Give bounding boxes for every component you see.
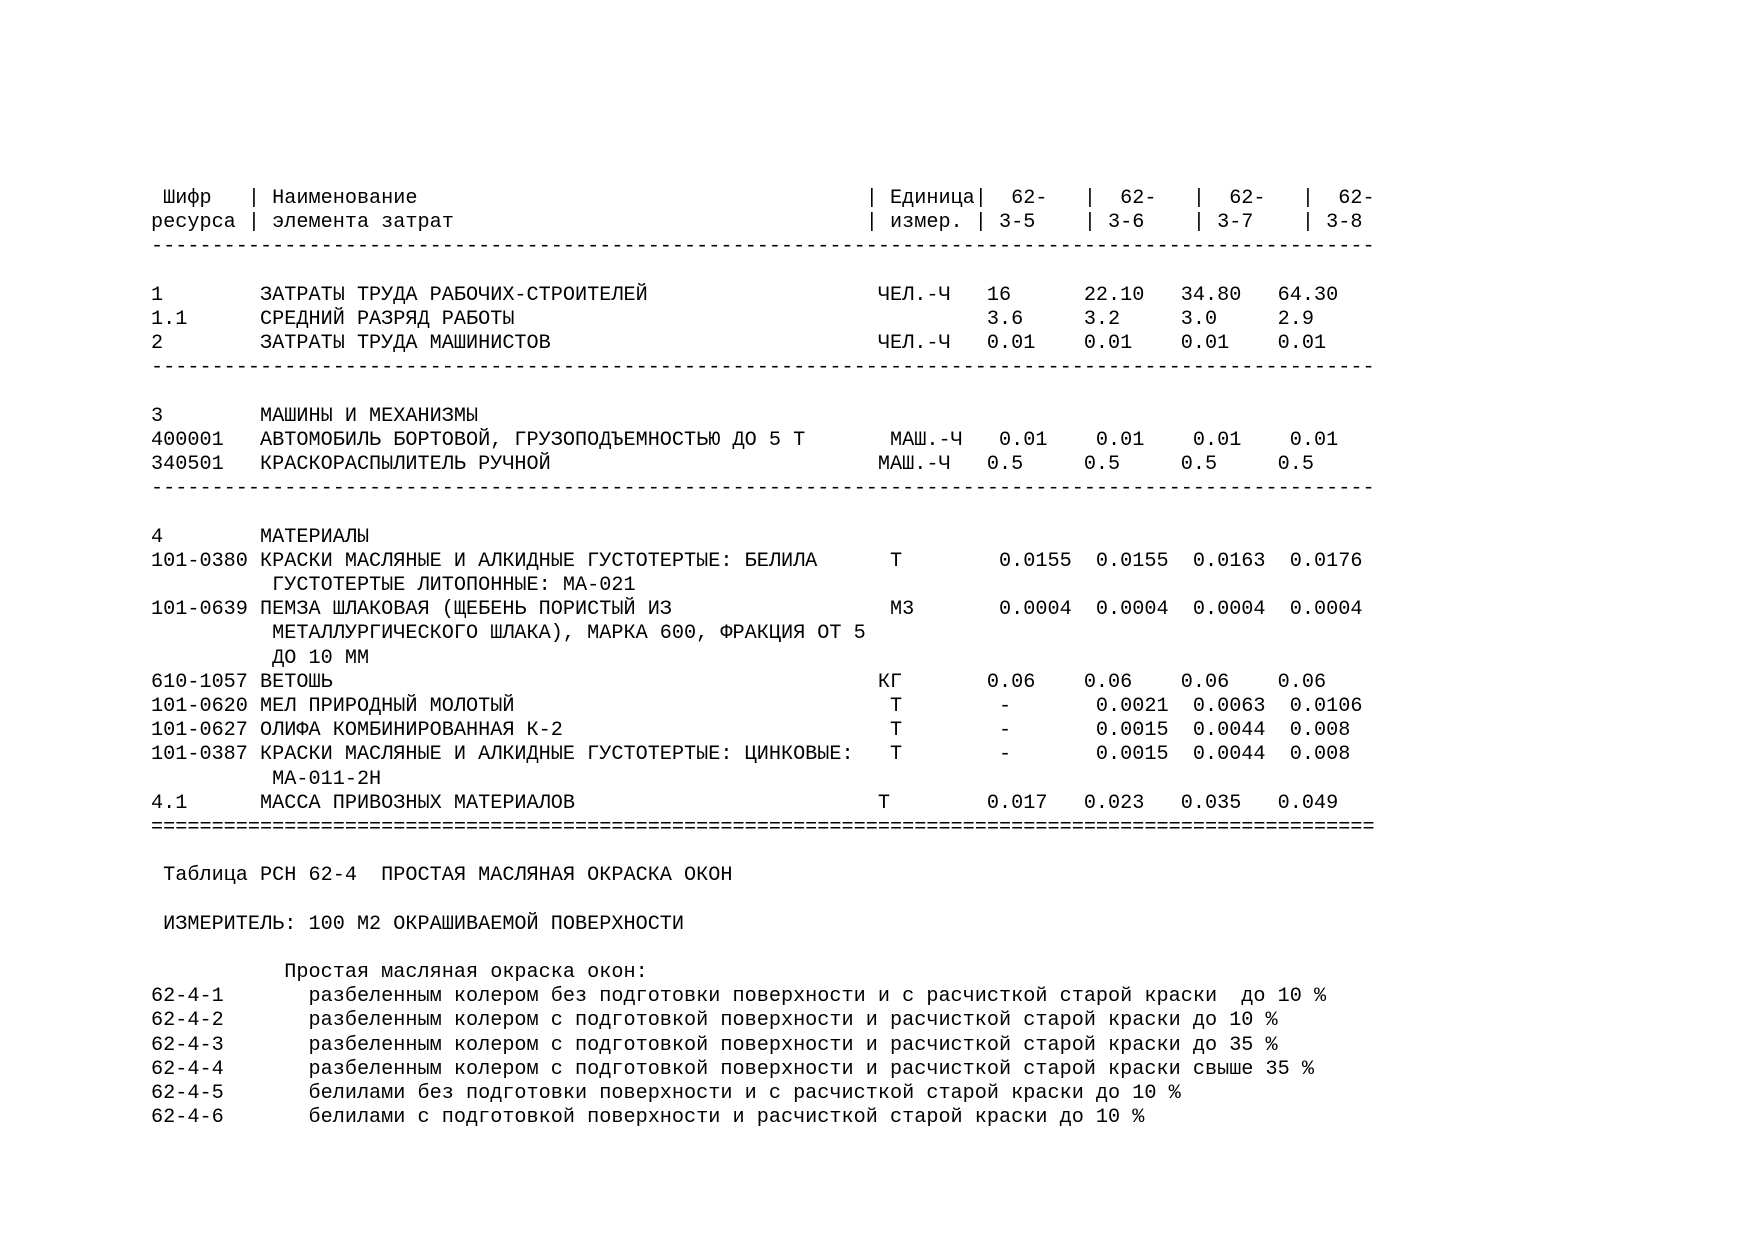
separator-dashed: -----------------------------------------------------------------------------------------------------: [151, 235, 1375, 259]
table-row: 101-0620 МЕЛ ПРИРОДНЫЙ МОЛОТЫЙ Т - 0.0021 0.0063 0.0106: [151, 694, 1363, 718]
table-row: 101-0627 ОЛИФА КОМБИНИРОВАННАЯ К-2 Т - 0.0015 0.0044 0.008: [151, 719, 1351, 743]
table-row-continuation: МЕТАЛЛУРГИЧЕСКОГО ШЛАКА), МАРКА 600, ФРАКЦИЯ ОТ 5: [151, 622, 866, 646]
table-row-continuation: ГУСТОТЕРТЫЕ ЛИТОПОННЫЕ: МА-021: [151, 574, 636, 597]
separator-dashed: -----------------------------------------------------------------------------------------------------: [151, 356, 1375, 380]
table-row: 101-0380 КРАСКИ МАСЛЯНЫЕ И АЛКИДНЫЕ ГУСТОТЕРТЫЕ: БЕЛИЛА Т 0.0155 0.0155 0.0163 0.0176: [151, 549, 1363, 573]
work-item: 62-4-1 разбеленным колером без подготовки поверхности и с расчисткой старой краски до 10 %: [151, 985, 1327, 1009]
separator-dashed: -----------------------------------------------------------------------------------------------------: [151, 477, 1375, 501]
table-row: 101-0639 ПЕМЗА ШЛАКОВАЯ (ЩЕБЕНЬ ПОРИСТЫЙ ИЗ М3 0.0004 0.0004 0.0004 0.0004: [151, 598, 1363, 622]
spacer: [151, 501, 1651, 525]
table-row: 101-0387 КРАСКИ МАСЛЯНЫЕ И АЛКИДНЫЕ ГУСТОТЕРТЫЕ: ЦИНКОВЫЕ: Т - 0.0015 0.0044 0.008: [151, 743, 1351, 767]
table-row-continuation: МА-011-2Н: [151, 767, 382, 791]
table-row: 4.1 МАССА ПРИВОЗНЫХ МАТЕРИАЛОВ Т 0.017 0.023 0.035 0.049: [151, 791, 1339, 815]
spacer: [151, 840, 1651, 864]
work-item: 62-4-2 разбеленным колером с подготовкой поверхности и расчисткой старой краски до 10 %: [151, 1009, 1278, 1033]
table-row: 1.1 СРЕДНИЙ РАЗРЯД РАБОТЫ 3.6 3.2 3.0 2.9: [151, 307, 1314, 331]
work-item: 62-4-3 разбеленным колером с подготовкой поверхности и расчисткой старой краски до 35 %: [151, 1033, 1278, 1057]
table-row: 4 МАТЕРИАЛЫ: [151, 525, 370, 549]
table-row: 3 МАШИНЫ И МЕХАНИЗМЫ: [151, 404, 479, 428]
separator-double: =====================================================================================================: [151, 815, 1375, 839]
document-page: [151, 187, 1651, 1130]
table-title: Таблица РСН 62-4 ПРОСТАЯ МАСЛЯНАЯ ОКРАСКА ОКОН: [151, 864, 733, 888]
table-row: 400001 АВТОМОБИЛЬ БОРТОВОЙ, ГРУЗОПОДЪЕМНОСТЬЮ ДО 5 Т МАШ.-Ч 0.01 0.01 0.01 0.01: [151, 428, 1339, 452]
spacer: [151, 888, 1651, 912]
table-row: 2 ЗАТРАТЫ ТРУДА МАШИНИСТОВ ЧЕЛ.-Ч 0.01 0.01 0.01 0.01: [151, 332, 1327, 356]
spacer: [151, 937, 1651, 961]
table-row-continuation: ДО 10 ММ: [151, 646, 370, 670]
work-item: 62-4-5 белилами без подготовки поверхности и с расчисткой старой краски до 10 %: [151, 1081, 1181, 1105]
work-item: 62-4-4 разбеленным колером с подготовкой поверхности и расчисткой старой краски свыше 35 %: [151, 1057, 1314, 1081]
work-item: 62-4-6 белилами с подготовкой поверхности и расчисткой старой краски до 10 %: [151, 1106, 1145, 1130]
table-row: 340501 КРАСКОРАСПЫЛИТЕЛЬ РУЧНОЙ МАШ.-Ч 0.5 0.5 0.5 0.5: [151, 453, 1314, 477]
table-row: 1 ЗАТРАТЫ ТРУДА РАБОЧИХ-СТРОИТЕЛЕЙ ЧЕЛ.-Ч 16 22.10 34.80 64.30: [151, 283, 1339, 307]
table-header-line-1: Шифр | Наименование | Единица| 62- | 62- | 62- | 62-: [151, 187, 1375, 210]
work-intro: Простая масляная окраска окон:: [151, 961, 648, 984]
spacer: [151, 260, 1651, 284]
spacer: [151, 381, 1651, 405]
table-row: 610-1057 ВЕТОШЬ КГ 0.06 0.06 0.06 0.06: [151, 670, 1327, 694]
measure-unit: ИЗМЕРИТЕЛЬ: 100 М2 ОКРАШИВАЕМОЙ ПОВЕРХНОСТИ: [151, 912, 685, 936]
table-header-line-2: ресурса | элемента затрат | измер. | 3-5 | 3-6 | 3-7 | 3-8: [151, 211, 1363, 235]
